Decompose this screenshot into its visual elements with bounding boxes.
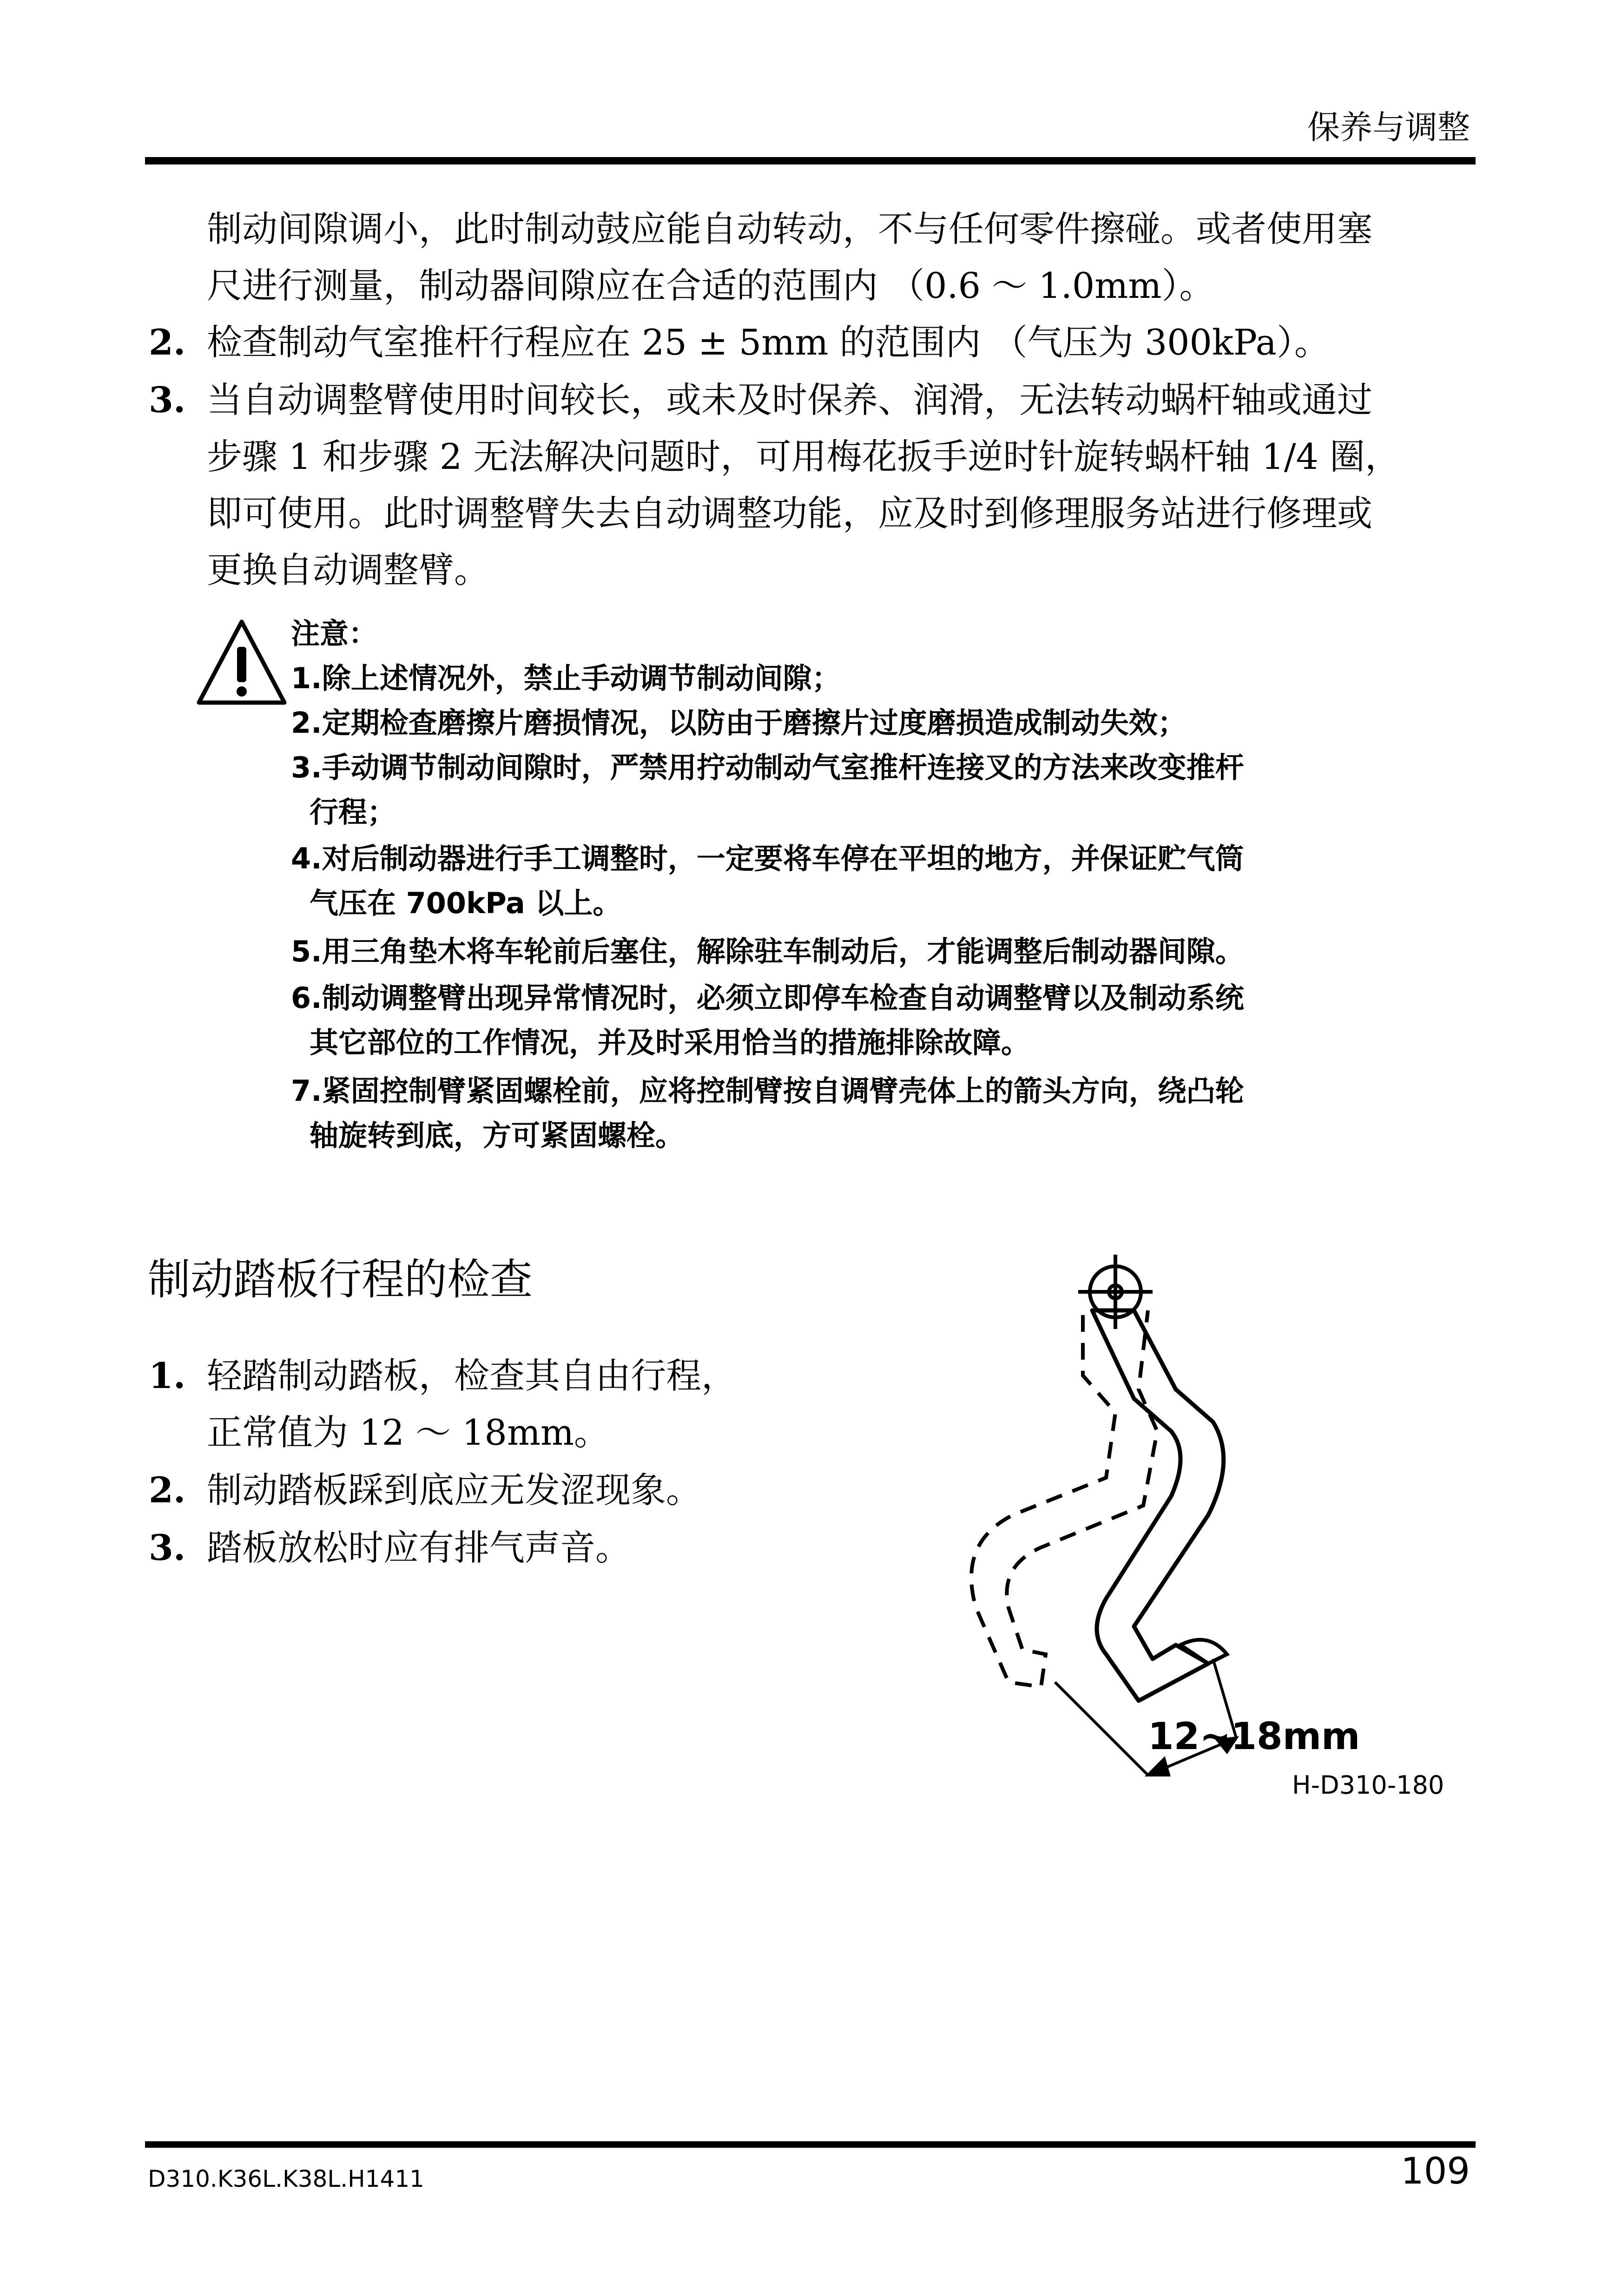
footer-doc-code: D310.K36L.K38L.H1411 [148, 2165, 424, 2192]
intro-line-1: 制动间隙调小，此时制动鼓应能自动转动，不与任何零件擦碰。或者使用塞 [207, 208, 1372, 250]
step-text: 正常值为 12 ～ 18mm。 [207, 1412, 610, 1453]
notice-title: 注意： [291, 617, 378, 651]
pedal-arm-dashed [971, 1310, 1157, 1687]
page-number: 109 [1401, 2151, 1470, 2192]
step-number: 3. [149, 1527, 186, 1568]
header-title: 保养与调整 [1307, 108, 1470, 146]
figure-code: H-D310-180 [1292, 1770, 1444, 1800]
section-title: 制动踏板行程的检查 [148, 1255, 533, 1304]
pedal-pad [1180, 1640, 1227, 1664]
step-text: 步骤 1 和步骤 2 无法解决问题时，可用梅花扳手逆时针旋转蜗杆轴 1/4 圈， [207, 436, 1400, 477]
intro-line-2: 尺进行测量，制动器间隙应在合适的范围内 （0.6 ～ 1.0mm）。 [207, 265, 1215, 306]
step-text: 更换自动调整臂。 [207, 549, 489, 591]
step-number: 2. [149, 1469, 186, 1511]
step-number: 3. [149, 379, 186, 421]
header-rule [145, 157, 1476, 164]
step-number: 1. [149, 1355, 186, 1396]
step-text: 轻踏制动踏板，检查其自由行程， [207, 1355, 737, 1396]
step-text: 当自动调整臂使用时间较长，或未及时保养、润滑，无法转动蜗杆轴或通过 [207, 379, 1372, 421]
notice-item: 7.紧固控制臂紧固螺栓前，应将控制臂按自调臂壳体上的箭头方向，绕凸轮 轴旋转到底，方可紧固螺栓。 [291, 1074, 1244, 1152]
footer-rule [145, 2141, 1476, 2148]
pivot-icon [1078, 1255, 1153, 1329]
step-2 [149, 314, 1480, 371]
notice-item: 1.除上述情况外，禁止手动调节制动间隙； [291, 661, 841, 695]
notice-item: 3.手动调节制动间隙时，严禁用拧动制动气室推杆连接叉的方法来改变推杆 行程； [291, 750, 1244, 829]
step-text: 检查制动气室推杆行程应在 25 ± 5mm 的范围内 （气压为 300kPa）。 [207, 322, 1330, 363]
notice-item: 4.对后制动器进行手工调整时，一定要将车停在平坦的地方，并保证贮气筒 气压在 700kPa 以上。 [291, 842, 1244, 920]
step-number: 2. [149, 322, 186, 363]
step-text: 制动踏板踩到底应无发涩现象。 [207, 1469, 701, 1511]
step-text: 即可使用。此时调整臂失去自动调整功能，应及时到修理服务站进行修理或 [207, 493, 1372, 534]
notice-item: 6.制动调整臂出现异常情况时，必须立即停车检查自动调整臂以及制动系统 其它部位的工作情况，并及时采用恰当的措施排除故障。 [291, 981, 1244, 1059]
step-text: 踏板放松时应有排气声音。 [207, 1527, 631, 1568]
warning-icon [195, 618, 288, 706]
figure-dimension-label: 12~18mm [1148, 1715, 1360, 1758]
step-3 [149, 372, 1480, 599]
notice-item: 5.用三角垫木将车轮前后塞住，解除驻车制动后，才能调整后制动器间隙。 [291, 934, 1244, 968]
notice-item: 2.定期检查磨擦片磨损情况，以防由于磨擦片过度磨损造成制动失效； [291, 706, 1187, 740]
